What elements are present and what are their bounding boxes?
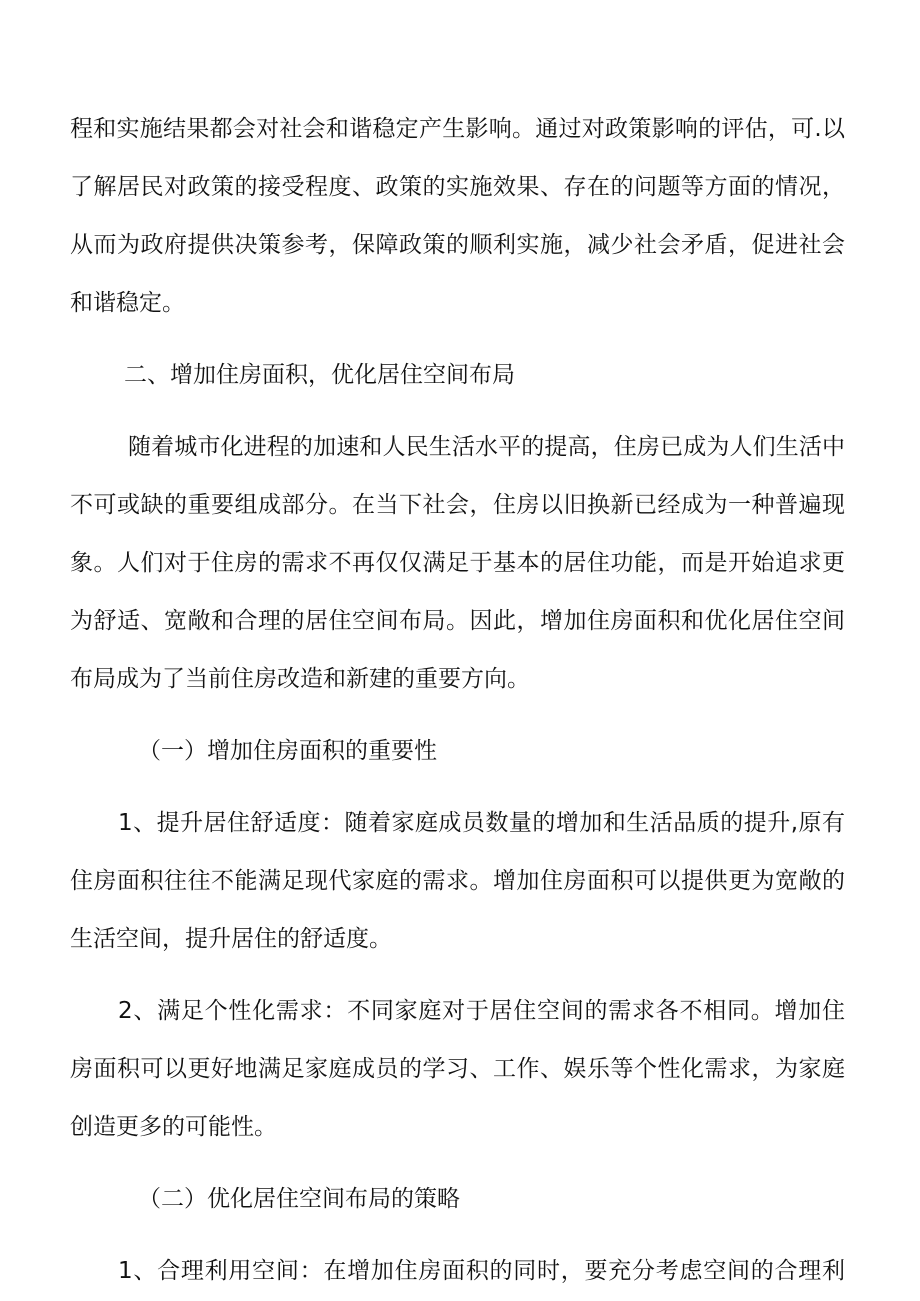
subsection-heading: （二）优化居住空间布局的策略 [138, 1186, 460, 1212]
text-line: 创造更多的可能性。 [70, 1114, 277, 1140]
text-line: 布局成为了当前住房改造和新建的重要方向。 [70, 666, 530, 692]
document-body [70, 100, 845, 1300]
text-line: 和谐稳定。 [70, 290, 185, 316]
text-line: 象。人们对于住房的需求不再仅仅满足于基本的居住功能，而是开始追求更 [70, 550, 845, 576]
text-line: 程和实施结果都会对社会和谐稳定产生影响。通过对政策影响的评估，可.以 [70, 116, 845, 142]
text-line: 住房面积往往不能满足现代家庭的需求。增加住房面积可以提供更为宽敞的 [70, 868, 845, 894]
text-line: 为舒适、宽敞和合理的居住空间布局。因此，增加住房面积和优化居住空间 [70, 608, 845, 634]
paragraph-comfort [70, 794, 845, 968]
subsection-heading: （一）增加住房面积的重要性 [138, 738, 437, 764]
text-line: 房面积可以更好地满足家庭成员的学习、工作、娱乐等个性化需求，为家庭 [70, 1056, 845, 1082]
text-line: 2、满足个性化需求：不同家庭对于居住空间的需求各不相同。增加住 [118, 998, 845, 1024]
text-line: 1、合理利用空间：在增加住房面积的同时，要充分考虑空间的合理利 [118, 1258, 845, 1284]
paragraph-personalization [70, 982, 845, 1156]
text-line: 了解居民对政策的接受程度、政策的实施效果、存在的问题等方面的情况， [70, 174, 845, 200]
paragraph-social-harmony [70, 100, 845, 332]
paragraph-space-usage [70, 1242, 845, 1300]
text-line: 生活空间，提升居住的舒适度。 [70, 926, 392, 952]
text-line: 1、提升居住舒适度：随着家庭成员数量的增加和生活品质的提升,原有 [118, 810, 845, 836]
text-line: 不可或缺的重要组成部分。在当下社会，住房以旧换新已经成为一种普遍现 [70, 492, 845, 518]
paragraph-urbanization [70, 418, 845, 708]
text-line: 随着城市化进程的加速和人民生活水平的提高，住房已成为人们生活中 [128, 434, 845, 460]
section-heading: 二、增加住房面积，优化居住空间布局 [124, 362, 515, 388]
text-line: 从而为政府提供决策参考，保障政策的顺利实施，减少社会矛盾，促进社会 [70, 232, 845, 258]
